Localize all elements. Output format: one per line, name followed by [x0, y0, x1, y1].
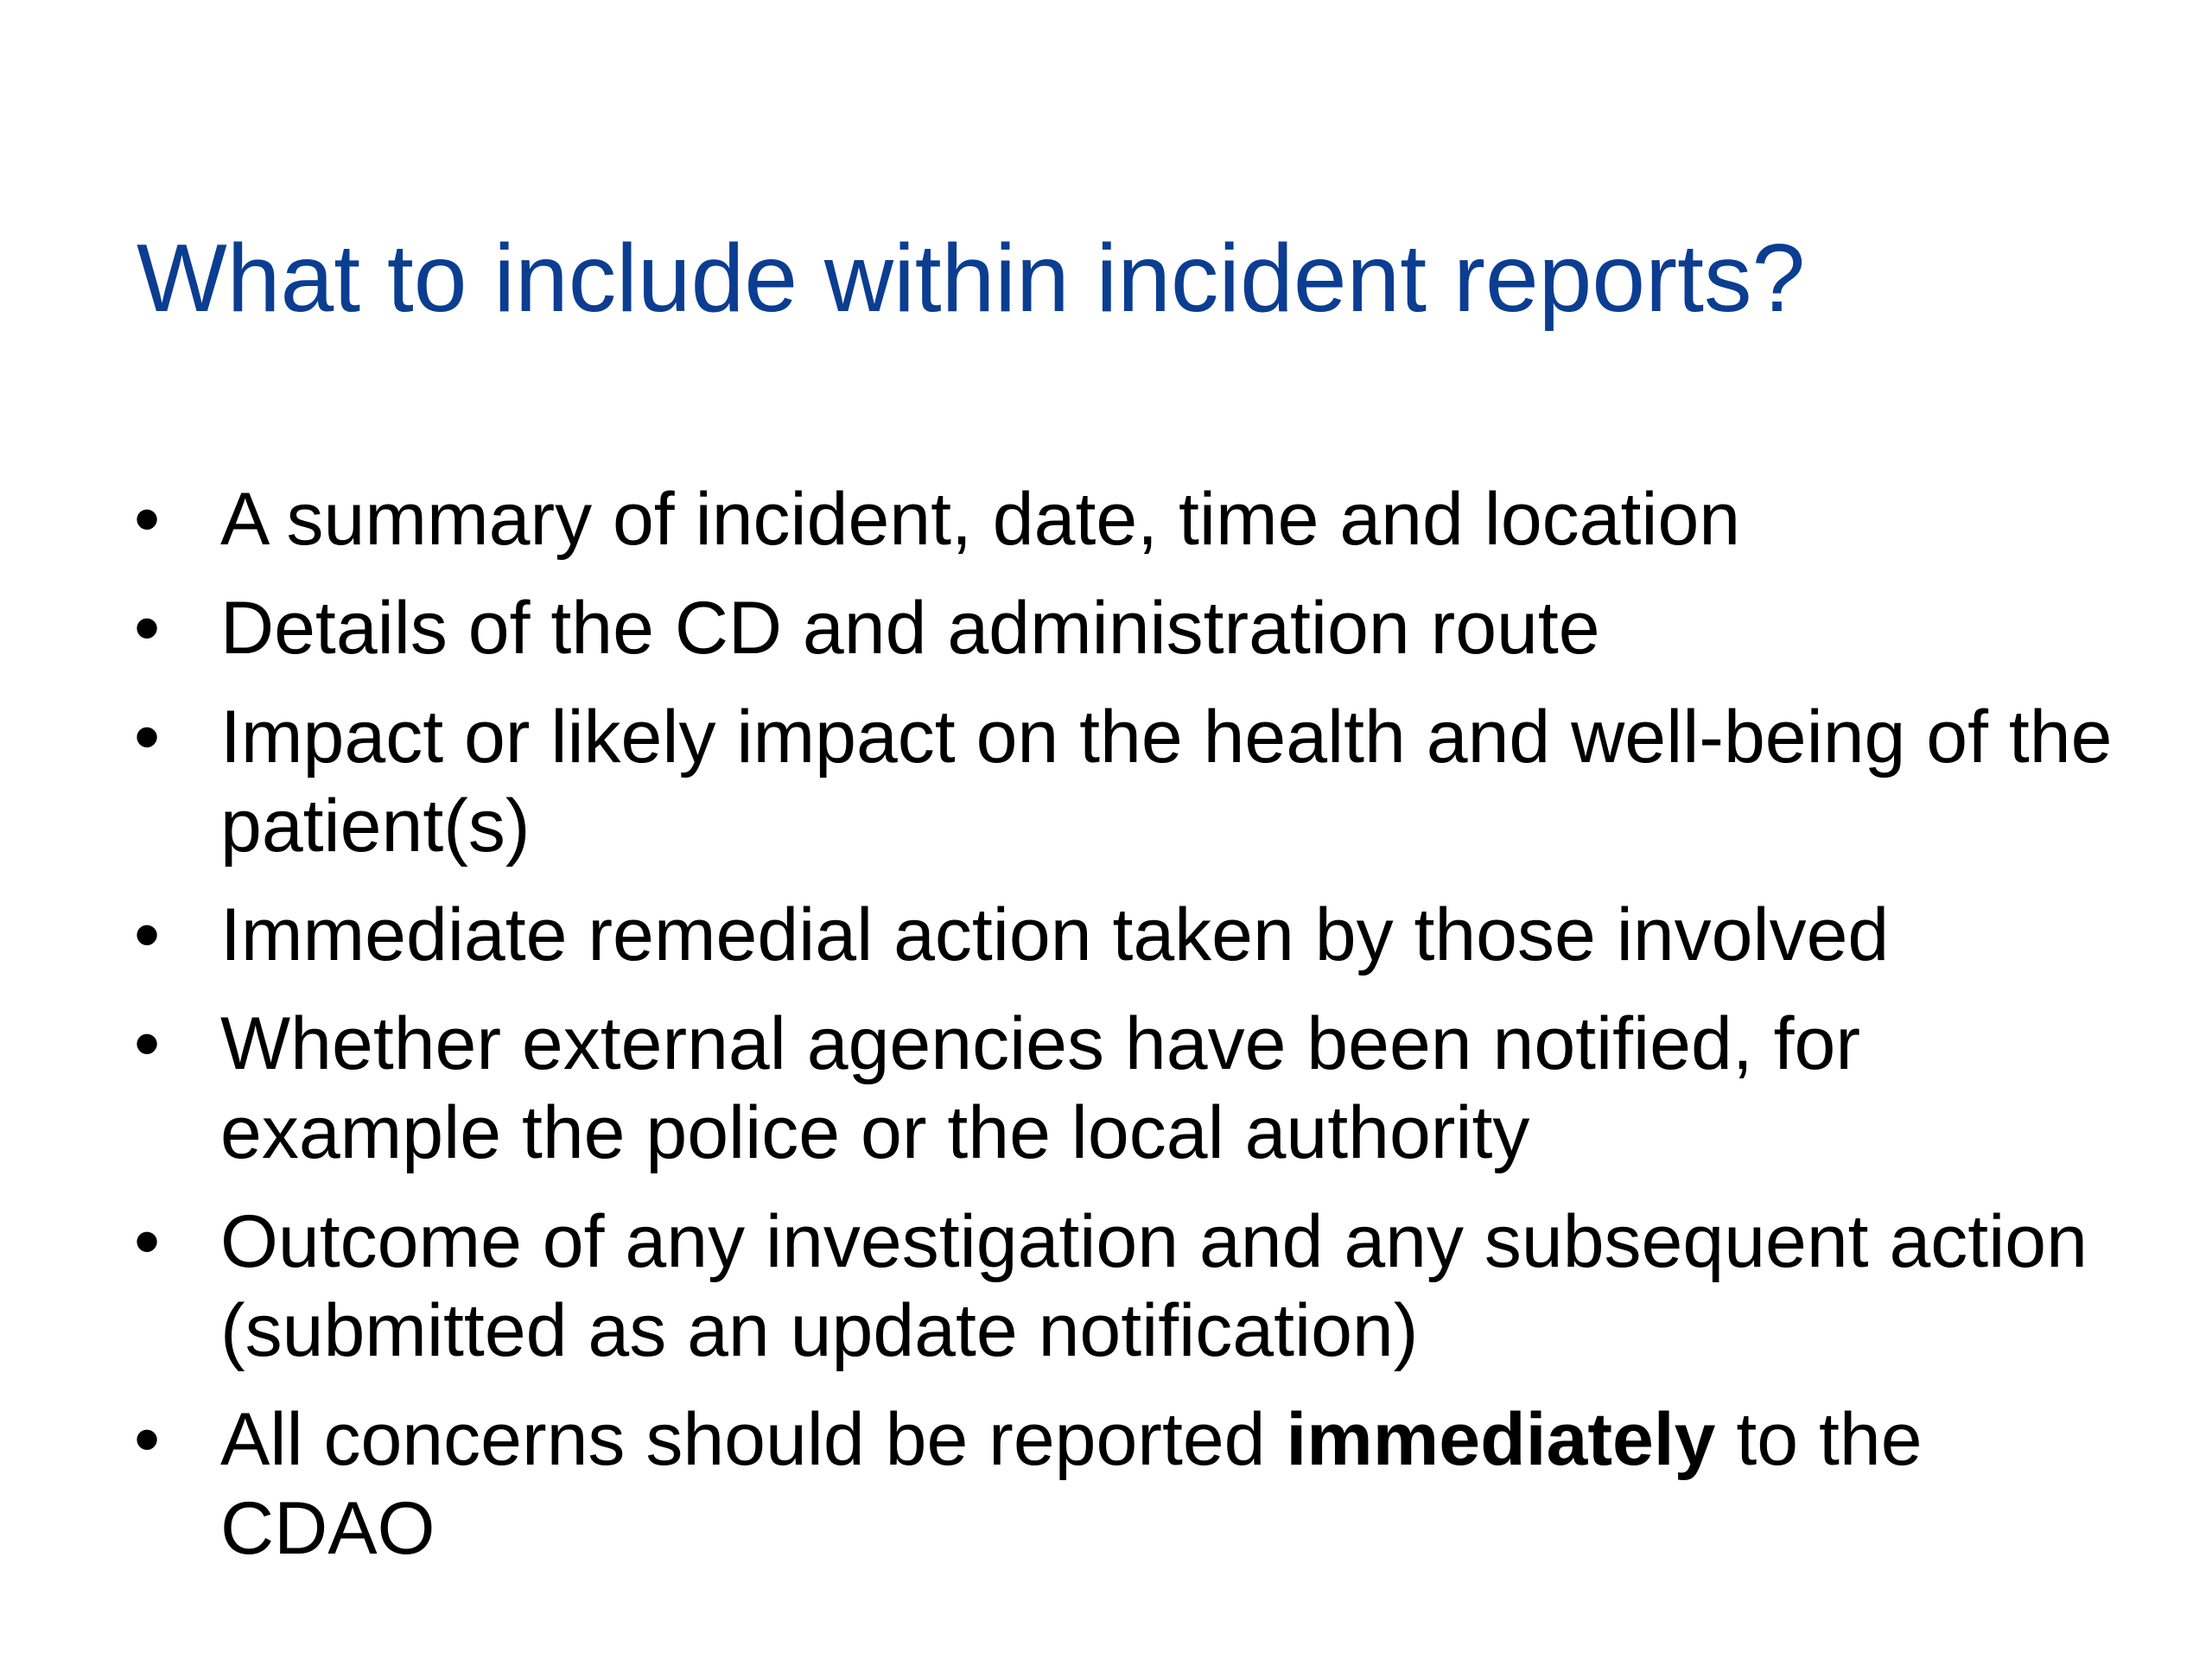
bullet-text: Details of the CD and administration route: [220, 587, 1600, 670]
bullet-text: A summary of incident, date, time and location: [220, 478, 1741, 561]
bullet-icon: •: [134, 1002, 161, 1085]
bullet-item: [134, 584, 2139, 673]
bullet-text: Whether external agencies have been notified, for example the police or the local authority: [220, 1002, 1860, 1174]
bullet-item: [134, 693, 2139, 871]
bullet-icon: •: [134, 1200, 161, 1283]
bullet-icon: •: [134, 696, 161, 779]
bullet-text: [220, 1398, 1923, 1570]
bullet-item: [134, 1395, 2139, 1573]
bullet-item: [134, 891, 2139, 980]
bullet-item: [134, 475, 2139, 564]
bullet-text: Impact or likely impact on the health and well-being of the patient(s): [220, 696, 2113, 868]
bullet-item: [134, 1198, 2139, 1376]
bullet-icon: •: [134, 1398, 161, 1481]
bullet-icon: •: [134, 478, 161, 561]
bullet-list: [134, 475, 2139, 1593]
bullet-icon: •: [134, 893, 161, 976]
slide-title: What to include within incident reports?: [137, 225, 1806, 332]
bullet-text-part: to the CDAO: [220, 1398, 1923, 1570]
bullet-text-part: All concerns should be reported: [220, 1398, 1287, 1481]
bullet-text: Immediate remedial action taken by those involved: [220, 893, 1890, 976]
emphasis-text: immediately: [1286, 1398, 1716, 1481]
bullet-item: [134, 1000, 2139, 1178]
bullet-text: Outcome of any investigation and any subsequent action (submitted as an update notification): [220, 1200, 2088, 1372]
bullet-icon: •: [134, 587, 161, 670]
